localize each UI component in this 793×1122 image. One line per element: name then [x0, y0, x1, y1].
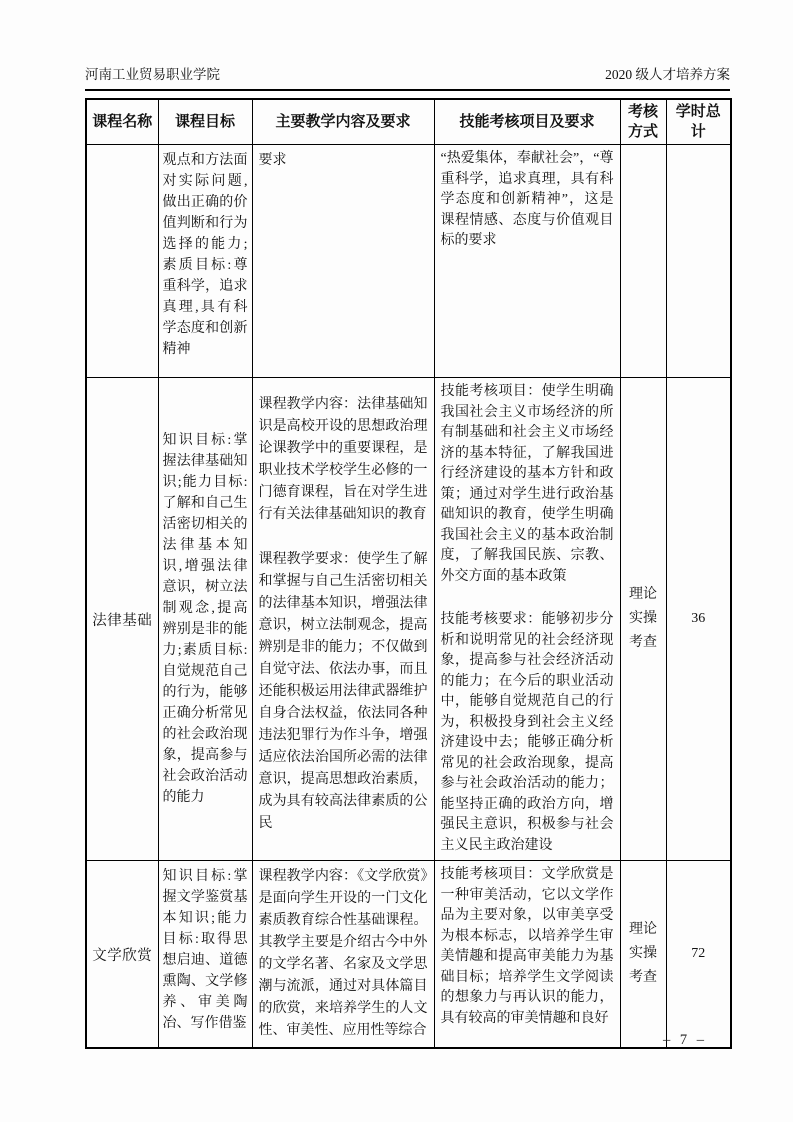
table-row — [86, 145, 731, 378]
content-paragraph: 课程教学内容：法律基础知识是高校开设的思想政治理论课教学中的重要课程，是职业技术学校学生必修的一门德育课程，旨在对学生进行有关法律基础知识的教育 — [258, 397, 428, 522]
assessment-paragraph: 技能考核要求：能够初步分析和说明常见的社会经济现象，提高参与社会经济活动的能力；在今后的职业活动中，能够自觉规范自己的行为，积极投身到社会主义经济建设中去；能够正确分析常见的社会政治现象，提高参与社会政治活动的能力；能坚持正确的政治方向，增强民主意识，积极参与社会主义民主政治建设 — [440, 612, 614, 853]
course-name-cell: 文学欣赏 — [86, 861, 158, 1049]
assessment-paragraph: 技能考核项目：使学生明确我国社会主义市场经济的所有制基础和社会主义市场经济的基本特征，了解我国进行经济建设的基本方针和政策；通过对学生进行政治基础知识的教育，使学生明确我国社会主义的基本政治制度，了解我国民族、宗教、外交方面的基本政策 — [440, 384, 614, 584]
hours-cell: 36 — [666, 378, 731, 861]
page-number: – 7 – — [663, 1032, 707, 1048]
col-header-course-objectives: 课程目标 — [158, 99, 252, 145]
col-header-total-hours: 学时总计 — [666, 99, 731, 145]
running-header — [85, 66, 730, 91]
course-name-cell — [86, 145, 158, 378]
plan-title: 2020 级人才培养方案 — [605, 67, 730, 82]
objectives-text: 知识目标:掌握文学鉴赏基本知识;能力目标:取得思想启迪、道德熏陶、文学修养、审美陶冶、写作借鉴 — [162, 869, 248, 1031]
method-cell: 理论实操考查 — [620, 861, 666, 1049]
objectives-cell — [158, 145, 252, 378]
col-header-course-name: 课程名称 — [86, 99, 158, 145]
hours-cell: 72 — [666, 861, 731, 1049]
course-table — [85, 98, 732, 1049]
content-paragraph: 课程教学要求：使学生了解和掌握与自己生活密切相关的法律基本知识，增强法律意识，树立法制观念，提高辨别是非的能力；不仅做到自觉守法、依法办事，而且还能积极运用法律武器维护自身合法权益，依法同各种违法犯罪行为作斗争，增强适应依法治国所必需的法律意识，提高思想政治素质，成为具有较高法律素质的公民 — [258, 552, 428, 831]
method-cell — [620, 145, 666, 378]
col-header-teaching-content: 主要教学内容及要求 — [252, 99, 434, 145]
objectives-text: 观点和方法面对实际问题,做出正确的价值判断和行为选择的能力;素质目标:尊重科学，追求真理,具有科学态度和创新精神 — [162, 153, 248, 357]
content-cell — [252, 145, 434, 378]
hours-cell — [666, 145, 731, 378]
assessment-cell — [434, 378, 620, 861]
content-cell — [252, 378, 434, 861]
objectives-text: 知识目标:掌握法律基础知识;能力目标:了解和自己生活密切相关的法律基本知识,增强法律意识，树立法制观念,提高辨别是非的能力;素质目标:自觉规范自己的行为，能够正确分析常见的社会政治现象，提高参与社会政治活动的能力 — [162, 433, 248, 805]
objectives-cell — [158, 861, 252, 1049]
assessment-cell — [434, 145, 620, 378]
header-row — [86, 99, 731, 145]
col-header-assessment-method: 考核方式 — [620, 99, 666, 145]
table-row — [86, 378, 731, 861]
content-paragraph: 课程教学内容：《文学欣赏》是面向学生开设的一门文化素质教育综合性基础课程。其教学主要是介绍古今中外的文学名著、名家及文学思潮与流派，通过对具体篇目的欣赏，来培养学生的人文性、审美性、应用性等综合 — [258, 869, 428, 1038]
method-cell: 理论实操考查 — [620, 378, 666, 861]
course-name-cell: 法律基础 — [86, 378, 158, 861]
objectives-cell — [158, 378, 252, 861]
assessment-paragraph: “热爱集体，奉献社会”，“尊重科学，追求真理，具有科学态度和创新精神”，这是课程情感、态度与价值观目标的要求 — [440, 151, 614, 248]
content-cell — [252, 861, 434, 1049]
school-name: 河南工业贸易职业学院 — [85, 67, 220, 82]
assessment-cell — [434, 861, 620, 1049]
table-row — [86, 861, 731, 1049]
content-paragraph: 要求 — [258, 153, 287, 168]
assessment-paragraph: 技能考核项目：文学欣赏是一种审美活动，它以文学作品为主要对象，以审美享受为根本标志，以培养学生审美情趣和提高审美能力为基础目标；培养学生文学阅读的想象力与再认识的能力，具有较高的审美情趣和良好 — [440, 867, 614, 1026]
col-header-skill-assessment: 技能考核项目及要求 — [434, 99, 620, 145]
